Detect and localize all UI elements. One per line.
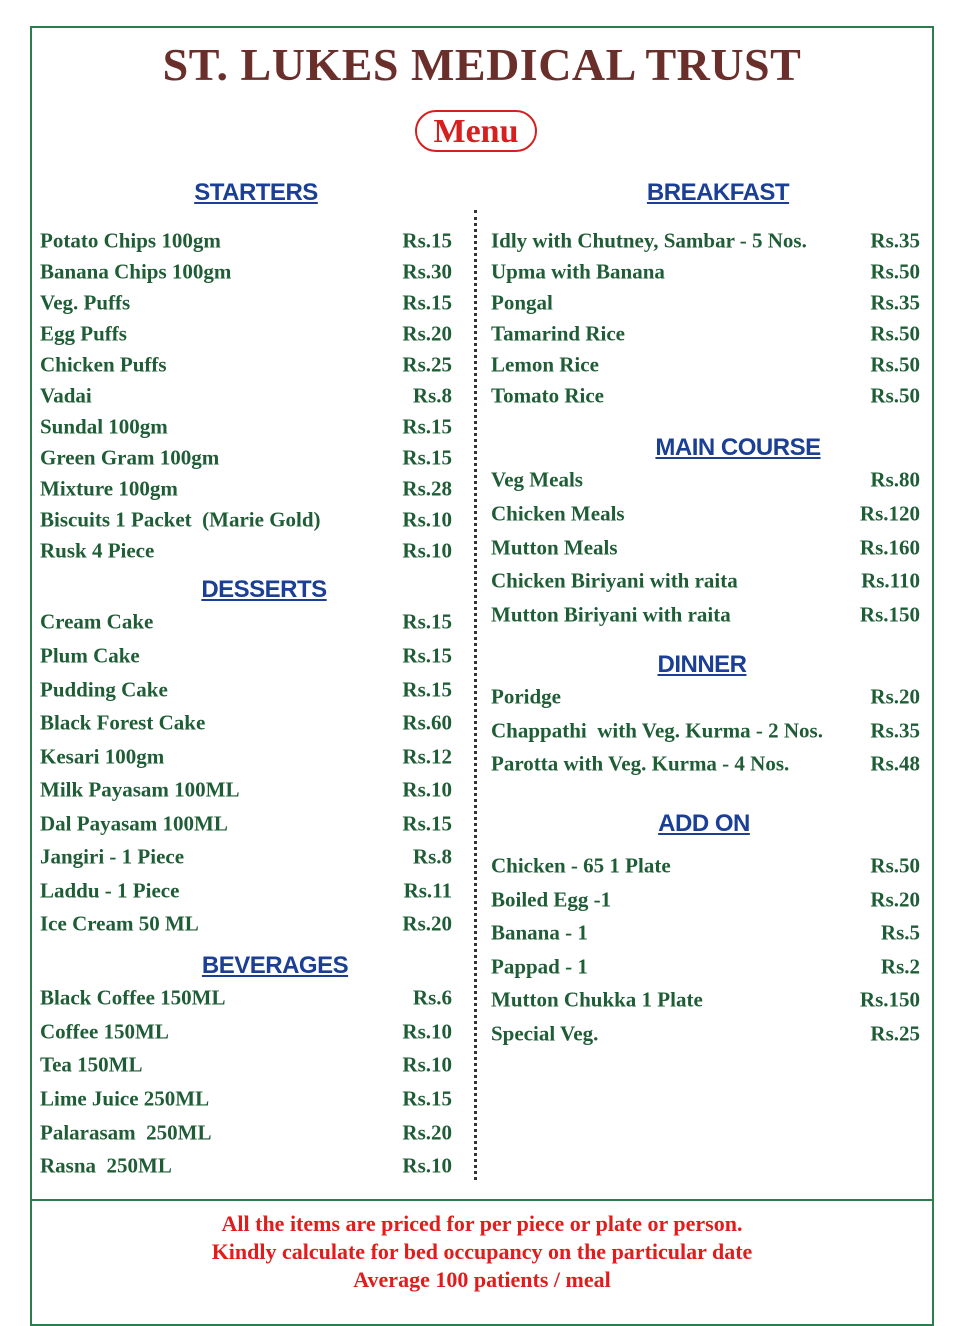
notice-line: Average 100 patients / meal xyxy=(353,1267,611,1292)
menu-item-price: Rs.15 xyxy=(402,445,452,470)
menu-item-name: Milk Payasam 100ML xyxy=(40,777,240,802)
section-heading-starters: STARTERS xyxy=(194,179,318,206)
menu-item-name: Poridge xyxy=(491,684,561,709)
menu-item-price: Rs.15 xyxy=(402,228,452,253)
menu-item-name: Ice Cream 50 ML xyxy=(40,911,199,936)
menu-item-price: Rs.20 xyxy=(402,321,452,346)
menu-item-price: Rs.15 xyxy=(402,609,452,634)
menu-item-name: Banana - 1 xyxy=(491,920,588,945)
menu-item-price: Rs.10 xyxy=(402,1153,452,1178)
menu-item-price: Rs.5 xyxy=(880,920,920,945)
menu-item-price: Rs.10 xyxy=(402,538,452,563)
menu-item-price: Rs.15 xyxy=(402,290,452,315)
section-heading-main-course: MAIN COURSE xyxy=(655,434,821,461)
menu-item-name: Tomato Rice xyxy=(491,383,604,408)
menu-item-price: Rs.15 xyxy=(402,1086,452,1111)
menu-item-name: Plum Cake xyxy=(40,643,140,668)
menu-item-name: Parotta with Veg. Kurma - 4 Nos. xyxy=(491,751,790,776)
menu-item-price: Rs.15 xyxy=(402,414,452,439)
notice-line: Kindly calculate for bed occupancy on the particular date xyxy=(211,1239,753,1264)
menu-item-name: Rusk 4 Piece xyxy=(40,538,155,563)
menu-item-name: Lime Juice 250ML xyxy=(40,1086,210,1111)
menu-item-name: Chicken Biriyani with raita xyxy=(491,568,738,593)
section-heading-breakfast: BREAKFAST xyxy=(646,179,790,206)
menu-item-price: Rs.60 xyxy=(402,710,452,735)
menu-item-price: Rs.150 xyxy=(859,987,920,1012)
menu-item-name: Pudding Cake xyxy=(40,677,168,702)
page-title: ST. LUKES MEDICAL TRUST xyxy=(162,39,802,90)
menu-item-price: Rs.50 xyxy=(870,259,920,284)
menu-item-name: Egg Puffs xyxy=(40,321,127,346)
notice-line: All the items are priced for per piece or plate or person. xyxy=(221,1211,743,1236)
menu-item-name: Mutton Chukka 1 Plate xyxy=(491,987,703,1012)
menu-item-price: Rs.15 xyxy=(402,677,452,702)
menu-item-name: Tea 150ML xyxy=(40,1052,143,1077)
menu-item-price: Rs.28 xyxy=(402,476,452,501)
menu-item-name: Mutton Meals xyxy=(491,535,618,560)
menu-item-name: Laddu - 1 Piece xyxy=(40,878,180,903)
menu-item-name: Dal Payasam 100ML xyxy=(40,811,228,836)
menu-item-price: Rs.2 xyxy=(880,954,920,979)
menu-item-name: Pongal xyxy=(491,290,553,315)
menu-item-price: Rs.50 xyxy=(870,352,920,377)
menu-item-name: Potato Chips 100gm xyxy=(40,228,221,253)
menu-item-name: Veg Meals xyxy=(491,467,583,492)
menu-item-price: Rs.10 xyxy=(402,507,452,532)
menu-item-price: Rs.8 xyxy=(412,844,452,869)
menu-item-name: Chicken - 65 1 Plate xyxy=(491,853,671,878)
menu-item-name: Kesari 100gm xyxy=(40,744,165,769)
menu-item-price: Rs.35 xyxy=(870,718,920,743)
menu-item-name: Mutton Biriyani with raita xyxy=(491,602,731,627)
section-heading-beverages: BEVERAGES xyxy=(201,952,349,979)
menu-item-name: Black Coffee 150ML xyxy=(40,985,226,1010)
menu-item-price: Rs.30 xyxy=(402,259,452,284)
section-heading-dinner: DINNER xyxy=(657,651,747,678)
menu-item-price: Rs.50 xyxy=(870,853,920,878)
menu-item-price: Rs.10 xyxy=(402,1019,452,1044)
menu-item-price: Rs.8 xyxy=(412,383,452,408)
menu-item-price: Rs.20 xyxy=(402,1120,452,1145)
menu-item-price: Rs.25 xyxy=(402,352,452,377)
menu-item-name: Rasna 250ML xyxy=(40,1153,172,1178)
menu-item-price: Rs.160 xyxy=(859,535,920,560)
menu-item-price: Rs.11 xyxy=(403,878,452,903)
menu-item-name: Vadai xyxy=(40,383,92,408)
menu-item-price: Rs.20 xyxy=(402,911,452,936)
menu-item-name: Sundal 100gm xyxy=(40,414,168,439)
footer-divider xyxy=(30,1199,934,1201)
menu-item-price: Rs.48 xyxy=(870,751,920,776)
menu-item-price: Rs.10 xyxy=(402,777,452,802)
menu-item-price: Rs.12 xyxy=(402,744,452,769)
menu-item-price: Rs.35 xyxy=(870,290,920,315)
menu-item-name: Chappathi with Veg. Kurma - 2 Nos. xyxy=(491,718,823,743)
menu-item-name: Cream Cake xyxy=(40,609,154,634)
menu-item-name: Mixture 100gm xyxy=(40,476,178,501)
menu-item-price: Rs.25 xyxy=(870,1021,920,1046)
menu-item-name: Palarasam 250ML xyxy=(40,1120,212,1145)
menu-item-price: Rs.6 xyxy=(412,985,452,1010)
menu-item-name: Jangiri - 1 Piece xyxy=(40,844,185,869)
menu-item-name: Idly with Chutney, Sambar - 5 Nos. xyxy=(491,228,807,253)
menu-item-name: Special Veg. xyxy=(491,1021,599,1046)
menu-item-name: Upma with Banana xyxy=(491,259,665,284)
menu-item-name: Biscuits 1 Packet (Marie Gold) xyxy=(40,507,321,532)
section-heading-add-on: ADD ON xyxy=(658,810,750,837)
menu-item-price: Rs.50 xyxy=(870,321,920,346)
section-heading-desserts: DESSERTS xyxy=(201,576,327,603)
menu-item-name: Chicken Meals xyxy=(491,501,625,526)
menu-item-price: Rs.35 xyxy=(870,228,920,253)
menu-item-name: Coffee 150ML xyxy=(40,1019,169,1044)
menu-item-name: Banana Chips 100gm xyxy=(40,259,232,284)
menu-item-price: Rs.50 xyxy=(870,383,920,408)
menu-item-price: Rs.20 xyxy=(870,684,920,709)
menu-item-price: Rs.120 xyxy=(859,501,920,526)
column-divider xyxy=(474,210,477,1180)
menu-item-name: Lemon Rice xyxy=(491,352,599,377)
menu-badge: Menu xyxy=(415,110,537,152)
menu-item-name: Chicken Puffs xyxy=(40,352,167,377)
menu-item-price: Rs.20 xyxy=(870,887,920,912)
menu-item-price: Rs.150 xyxy=(859,602,920,627)
menu-item-price: Rs.110 xyxy=(861,568,920,593)
menu-item-name: Tamarind Rice xyxy=(491,321,625,346)
menu-item-name: Black Forest Cake xyxy=(40,710,206,735)
menu-item-name: Green Gram 100gm xyxy=(40,445,220,470)
menu-item-name: Boiled Egg -1 xyxy=(491,887,612,912)
menu-item-price: Rs.15 xyxy=(402,811,452,836)
menu-item-price: Rs.10 xyxy=(402,1052,452,1077)
menu-item-price: Rs.80 xyxy=(870,467,920,492)
menu-item-price: Rs.15 xyxy=(402,643,452,668)
menu-item-name: Pappad - 1 xyxy=(491,954,588,979)
menu-item-name: Veg. Puffs xyxy=(40,290,131,315)
